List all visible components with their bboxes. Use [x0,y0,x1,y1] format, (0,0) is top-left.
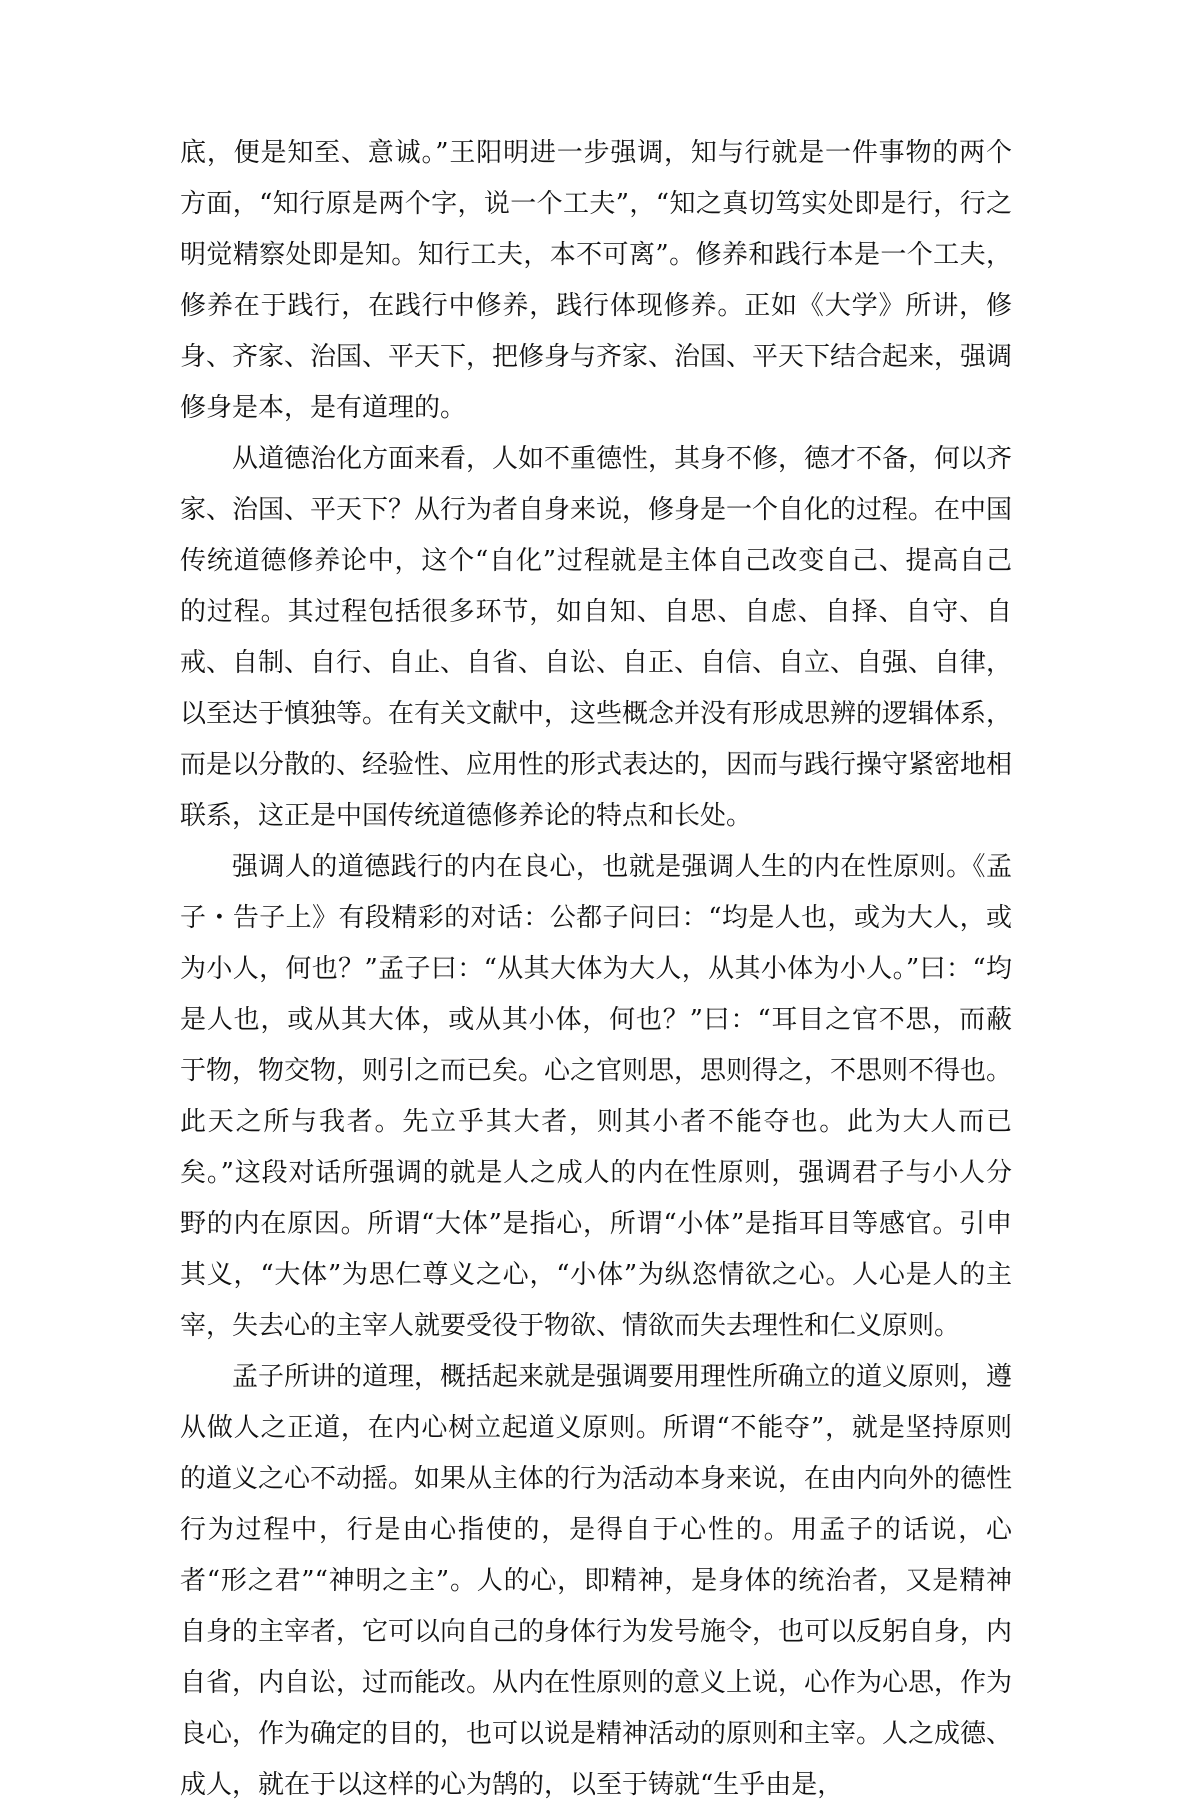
paragraph-moral-cultivation: 从道德治化方面来看，人如不重德性，其身不修，德才不备，何以齐家、治国、平天下？从行为者自身来说，修身是一个自化的过程。在中国传统道德修养论中，这个“自化”过程就是主体自己改变自己、提高自己的过程。其过程包括很多环节，如自知、自思、自虑、自择、自守、自戒、自制、自行、自止、自省、自讼、自正、自信、自立、自强、自律，以至达于慎独等。在有关文献中，这些概念并没有形成思辨的逻辑体系，而是以分散的、经验性、应用性的形式表达的，因而与践行操守紧密地相联系，这正是中国传统道德修养论的特点和长处。 [180,444,1013,831]
paragraph-mencius-principle: 孟子所讲的道理，概括起来就是强调要用理性所确立的道义原则，遵从做人之正道，在内心树立起道义原则。所谓“不能夺”，就是坚持原则的道义之心不动摇。如果从主体的行为活动本身来说，在由内向外的德性行为过程中，行是由心指使的，是得自于心性的。用孟子的话说，心者“形之君”“神明之主”。人的心，即精神，是身体的统治者，又是精神自身的主宰者，它可以向自己的身体行为发号施令，也可以反躬自身，内自省，内自讼，过而能改。从内在性原则的意义上说，心作为心思，作为良心，作为确定的目的，也可以说是精神活动的原则和主宰。人之成德、成人，就在于以这样的心为鹄的，以至于铸就“生乎由是， [180,1362,1013,1800]
document-page [180,128,1012,1811]
paragraph-mencius-dialogue: 强调人的道德践行的内在良心，也就是强调人生的内在性原则。《孟子・告子上》有段精彩的对话：公都子问曰：“均是人也，或为大人，或为小人，何也？”孟子曰：“从其大体为大人，从其小体为小人。”曰：“均是人也，或从其大体，或从其小体，何也？”曰：“耳目之官不思，而蔽于物，物交物，则引之而已矣。心之官则思，思则得之，不思则不得也。此天之所与我者。先立乎其大者，则其小者不能夺也。此为大人而已矣。”这段对话所强调的就是人之成人的内在性原则，强调君子与小人分野的内在原因。所谓“大体”是指心，所谓“小体”是指耳目等感官。引申其义，“大体”为思仁尊义之心，“小体”为纵恣情欲之心。人心是人的主宰，失去心的主宰人就要受役于物欲、情欲而失去理性和仁义原则。 [180,852,1013,1341]
paragraph-continued: 底，便是知至、意诚。”王阳明进一步强调，知与行就是一件事物的两个方面，“知行原是两个字，说一个工夫”，“知之真切笃实处即是行，行之明觉精察处即是知。知行工夫，本不可离”。修养和践行本是一个工夫，修养在于践行，在践行中修养，践行体现修养。正如《大学》所讲，修身、齐家、治国、平天下，把修身与齐家、治国、平天下结合起来，强调修身是本，是有道理的。 [180,138,1013,423]
